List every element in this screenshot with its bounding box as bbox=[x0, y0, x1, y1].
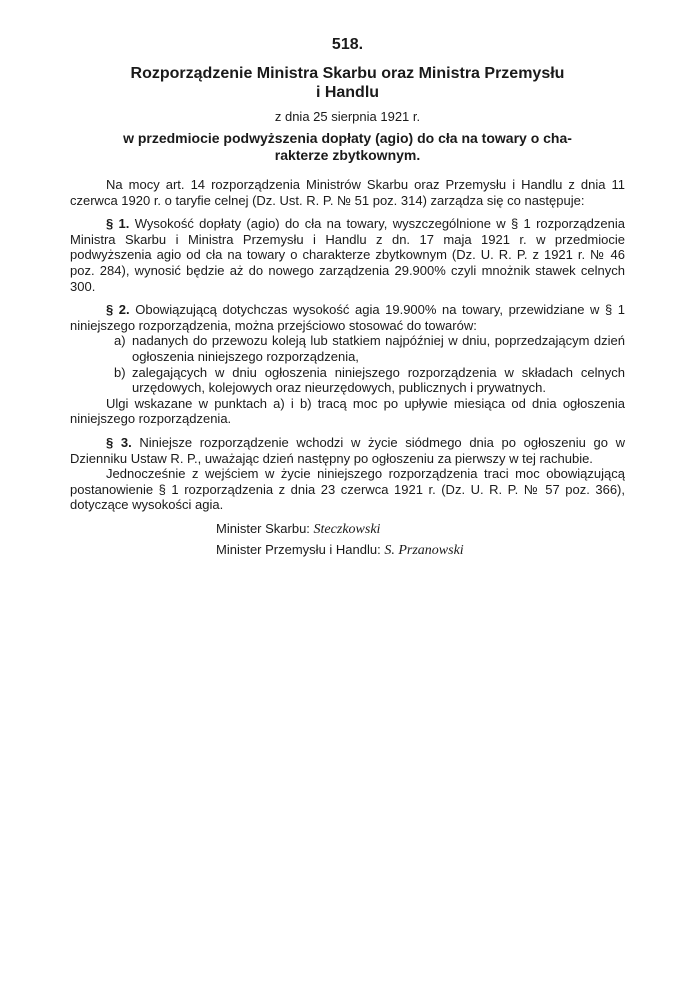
subject-line-2: rakterze zbytkownym. bbox=[274, 147, 421, 163]
document-date: z dnia 25 sierpnia 1921 r. bbox=[274, 109, 421, 124]
list-item-mark: a) bbox=[114, 333, 126, 349]
title-line-2: i Handlu bbox=[315, 84, 380, 101]
intro-paragraph: Na mocy art. 14 rozporządzenia Ministrów Skarbu oraz Przemysłu i Handlu z dnia 11 czerwca 1920 r. o taryfie celnej (Dz. Ust. R. P. № 51 poz. 314) zarządza się co następuje: bbox=[70, 177, 625, 208]
section-3-text: Niniejsze rozporządzenie wchodzi w życie siódmego dnia po ogłoszeniu go w Dzienniku Ustaw R. P., uważając dzień następny po ogłoszeniu za pierwszy w tej rachubie. bbox=[70, 434, 625, 466]
section-2-text: Obowiązującą dotychczas wysokość agia 19.900% na towary, przewidziane w § 1 niniejszego rozporządzenia, można przejściowo stosować do towarów: bbox=[70, 302, 626, 333]
section-1-lead: § 1. bbox=[106, 216, 130, 232]
section-1-paragraph bbox=[70, 216, 625, 294]
section-3-paragraph bbox=[70, 435, 625, 466]
document-subject bbox=[70, 130, 625, 164]
signatures bbox=[70, 519, 625, 561]
signature-2-role: Minister Przemysłu i Handlu: bbox=[216, 541, 381, 557]
signature-line-1 bbox=[216, 519, 625, 540]
title-line-1: Rozporządzenie Ministra Skarbu oraz Ministra Przemysłu bbox=[130, 65, 565, 82]
list-item-text: zalegających w dniu ogłoszenia niniejszego rozporządzenia w składach celnych urzędowych, kolejowych oraz nieurzędowych, publicznych i prywatnych. bbox=[132, 364, 625, 396]
signature-2-name: S. Przanowski bbox=[384, 542, 464, 558]
section-1-text: Wysokość dopłaty (agio) do cła na towary, wyszczególnione w § 1 rozporządzenia Ministra Skarbu i Ministra Przemysłu i Handlu z dn. 17 maja 1921 r. w przedmiocie podwyższenia agio od cła na towary o charakterze zbytkownym (Dz. U. R. P. z 1921 r. № 46 poz. 284), wynosić będzie aż do nowego zarządzenia 29.900% czyli mnożnik stawek celnych 300. bbox=[70, 216, 625, 294]
list-item-mark: b) bbox=[114, 364, 126, 380]
signature-1-role: Minister Skarbu: bbox=[216, 520, 310, 536]
subject-line-1: w przedmiocie podwyższenia dopłaty (agio) do cła na towary o cha- bbox=[123, 130, 572, 146]
document-page bbox=[70, 36, 625, 561]
list-item-text: nadanych do przewozu koleją lub statkiem najpóźniej w dniu, poprzedzającym dzień ogłoszenia niniejszego rozporządzenia, bbox=[132, 333, 625, 364]
section-2-lead: § 2. bbox=[106, 302, 130, 318]
section-3-lead: § 3. bbox=[106, 434, 132, 450]
document-title bbox=[70, 64, 625, 102]
document-number: 518. bbox=[331, 36, 364, 53]
signature-line-2 bbox=[216, 540, 625, 561]
list-item bbox=[70, 333, 625, 364]
section-2-list bbox=[70, 333, 625, 395]
signature-1-name: Steczkowski bbox=[313, 521, 381, 537]
section-2-after-paragraph: Ulgi wskazane w punktach a) i b) tracą moc po upływie miesiąca od dnia ogłoszenia niniejszego rozporządzenia. bbox=[70, 395, 625, 427]
section-2-paragraph bbox=[70, 302, 625, 333]
list-item bbox=[70, 365, 625, 396]
section-3-after-paragraph: Jednocześnie z wejściem w życie niniejszego rozporządzenia traci moc obowiązującą postanowienie § 1 rozporządzenia z dnia 23 czerwca 1921 r. (Dz. U. R. P. № 57 poz. 366), dotyczące wysokości agia. bbox=[70, 466, 625, 513]
